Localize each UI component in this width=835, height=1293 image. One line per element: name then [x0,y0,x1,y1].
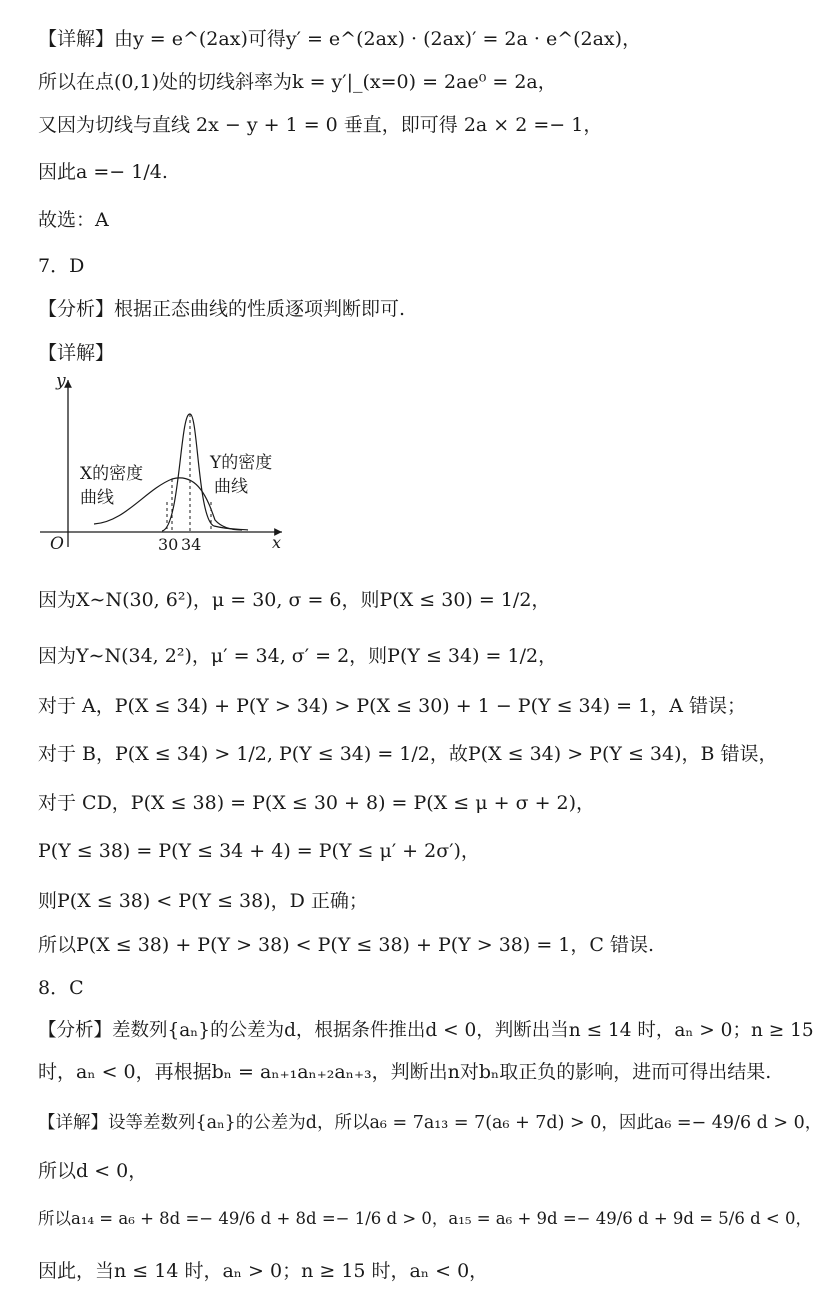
x-curve-label-line2: 曲线 [80,488,114,508]
line-19: 时，aₙ < 0，再根据bₙ = aₙ₊₁aₙ₊₂aₙ₊₃，判断出n对bₙ取正负的影响，进而可得出结果. [38,1061,772,1083]
line-12: 对于 B，P(X ≤ 34) > 1/2, P(Y ≤ 34) = 1/2，故P(X ≤ 34) > P(Y ≤ 34)，B 错误， [38,743,778,765]
y-curve-label-line1: Y的密度 [210,453,273,473]
line-9: 因为X∼N(30, 6²)，μ = 30, σ = 6，则P(X ≤ 30) = 1/2， [38,589,551,611]
line-2: 所以在点(0,1)处的切线斜率为k = y′|_(x=0) = 2ae⁰ = 2a， [38,71,557,93]
tick-34-label: 34 [181,535,202,554]
y-axis-label: y [56,371,66,391]
line-10: 因为Y∼N(34, 2²)，μ′ = 34, σ′ = 2，则P(Y ≤ 34) = 1/2， [38,645,558,667]
line-5: 故选：A [38,209,109,231]
line-11: 对于 A，P(X ≤ 34) + P(Y > 34) > P(X ≤ 30) + 1 − P(Y ≤ 34) = 1，A 错误； [38,695,746,717]
line-14: P(Y ≤ 38) = P(Y ≤ 34 + 4) = P(Y ≤ μ′ + 2σ′)， [38,840,480,862]
normal-density-figure [30,362,290,554]
x-axis-label: x [272,533,282,552]
line-18: 【分析】差数列{aₙ}的公差为d，根据条件推出d < 0，判断出当n ≤ 14 时，aₙ > 0；n ≥ 15 [38,1020,814,1041]
line-7: 【分析】根据正态曲线的性质逐项判断即可. [38,298,406,320]
line-15: 则P(X ≤ 38) < P(Y ≤ 38)，D 正确； [38,890,368,912]
line-1: 【详解】由y = e^(2ax)可得y′ = e^(2ax) · (2ax)′ = 2a · e^(2ax)， [38,28,642,50]
line-20: 【详解】设等差数列{aₙ}的公差为d，所以a₆ = 7a₁₃ = 7(a₆ + 7d) > 0，因此a₆ =− 49/6 d > 0， [38,1113,823,1133]
x-curve-label-line1: X的密度 [80,464,144,484]
line-6: 7．D [38,255,85,277]
line-17: 8．C [38,977,84,999]
line-16: 所以P(X ≤ 38) + P(Y > 38) < P(Y ≤ 38) + P(Y > 38) = 1，C 错误. [38,934,654,956]
line-23: 因此，当n ≤ 14 时，aₙ > 0；n ≥ 15 时，aₙ < 0， [38,1260,489,1282]
y-curve-label-line2: 曲线 [214,477,248,497]
line-4: 因此a =− 1/4. [38,161,168,183]
line-3: 又因为切线与直线 2x − y + 1 = 0 垂直，即可得 2a × 2 =− 1， [38,114,603,136]
origin-label: O [50,534,64,554]
line-8: 【详解】 [38,342,115,364]
line-13: 对于 CD，P(X ≤ 38) = P(X ≤ 30 + 8) = P(X ≤ μ + σ + 2)， [38,792,596,814]
tick-30-label: 30 [158,535,179,554]
line-21: 所以d < 0， [38,1160,148,1182]
line-22: 所以a₁₄ = a₆ + 8d =− 49/6 d + 8d =− 1/6 d > 0，a₁₅ = a₆ + 9d =− 49/6 d + 9d = 5/6 d < 0， [38,1209,812,1228]
